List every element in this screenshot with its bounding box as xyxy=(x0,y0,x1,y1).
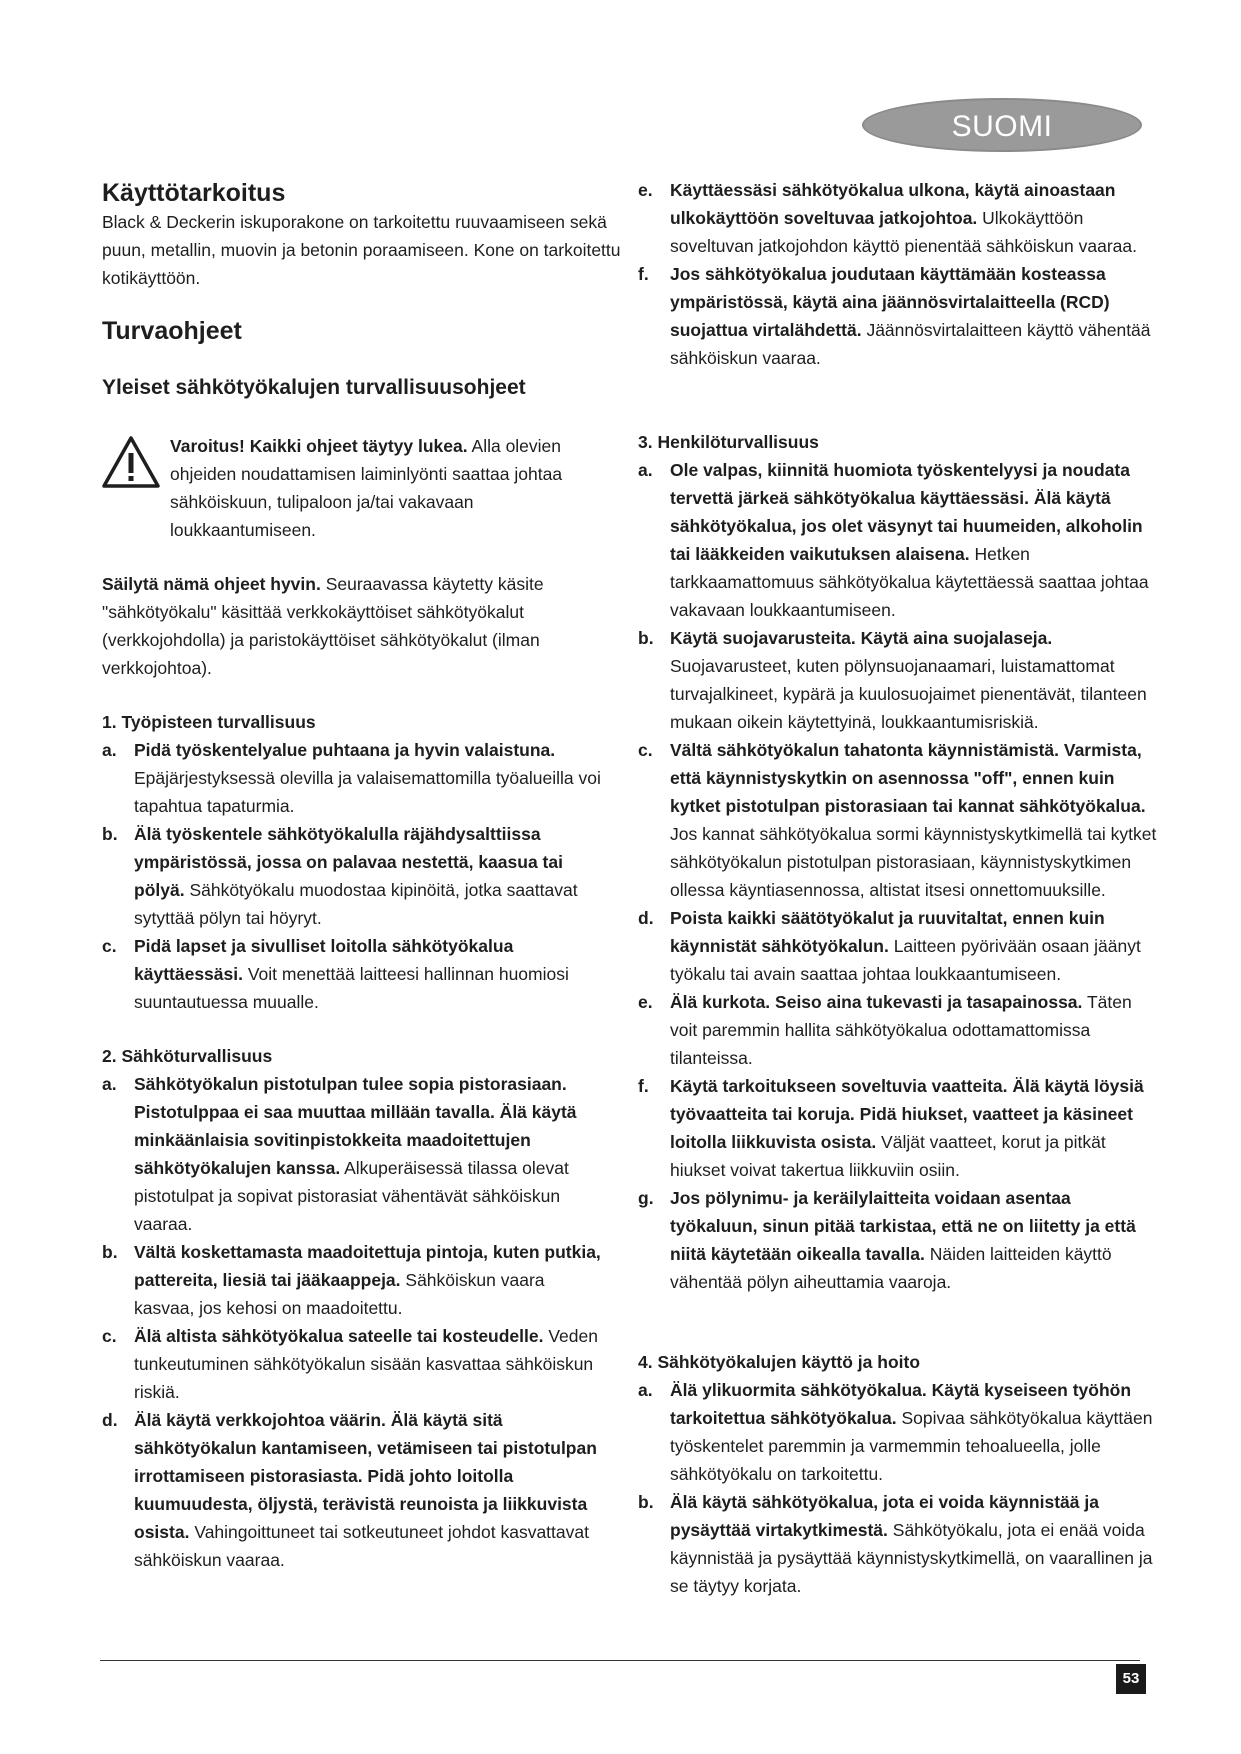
section-2-list xyxy=(102,1070,602,1574)
list-item: a. Sähkötyökalun pistotulpan tulee sopia pistorasiaan. Pistotulppaa ei saa muuttaa millään tavalla. Älä käytä minkäänlaisia sovitinpistokkeita maadoitettujen sähkötyökalujen kanssa. Alkuperäisessä tilassa olevat pistotulpat ja sopivat pistorasiat vähentävät sähköiskun vaaraa. xyxy=(102,1074,577,1234)
list-item: c. Pidä lapset ja sivulliset loitolla sähkötyökalua käyttäessäsi. Voit menettää laitteesi hallinnan huomiosi suuntautuessa muualle. xyxy=(102,936,569,1012)
list-item: e. Käyttäessäsi sähkötyökalua ulkona, käytä ainoastaan ulkokäyttöön soveltuvaa jatkojohtoa. Ulkokäyttöön soveltuvan jatkojohdon käyttö pienentää sähköiskun vaaraa. xyxy=(638,180,1137,256)
footer-rule xyxy=(100,1660,1140,1661)
section-3-title: 3. Henkilöturvallisuus xyxy=(638,432,819,452)
section-1-list xyxy=(102,736,612,1016)
list-item: b. Vältä koskettamasta maadoitettuja pintoja, kuten putkia, pattereita, liesiä tai jääkaappeja. Sähköiskun vaara kasvaa, jos kehosi on maadoitettu. xyxy=(102,1242,601,1318)
list-item: g. Jos pölynimu- ja keräilylaitteita voidaan asentaa työkaluun, sinun pitää tarkistaa, että ne on liitetty ja että niitä käytetään oikealla tavalla. Näiden laitteiden käyttö vähentää pölyn aiheuttamia vaaroja. xyxy=(638,1188,1136,1292)
save-instructions xyxy=(102,570,612,682)
warning-bold: Varoitus! Kaikki ohjeet täytyy lukea. xyxy=(170,436,468,456)
save-body: Seuraavassa käytetty käsite "sähkötyökalu" käsittää verkkokäyttöiset sähkötyökalut (verkkojohdolla) ja paristokäyttöiset sähkötyökalut (ilman verkkojohtoa). xyxy=(102,574,544,678)
list-item: a. Pidä työskentelyalue puhtaana ja hyvin valaistuna. Epäjärjestyksessä olevilla ja valaisemattomilla työalueilla voi tapahtua tapaturmia. xyxy=(102,740,601,816)
list-item: a. Ole valpas, kiinnitä huomiota työskentelyysi ja noudata tervettä järkeä sähkötyökalua käyttäessäsi. Älä käytä sähkötyökalua, jos olet väsynyt tai huumeiden, alkoholin tai lääkkeiden vaikutuksen alaisena. Hetken tarkkaamattomuus sähkötyökalua käytettäessä saattaa johtaa vakavaan loukkaantumiseen. xyxy=(638,460,1149,620)
page-number: 53 xyxy=(1116,1664,1146,1694)
list-item: e. Älä kurkota. Seiso aina tukevasti ja tasapainossa. Täten voit paremmin hallita sähkötyökalua odottamattomissa tilanteissa. xyxy=(638,992,1132,1068)
section-3-list xyxy=(638,456,1158,1296)
language-label: SUOMI xyxy=(951,110,1053,143)
general-safety-title: Yleiset sähkötyökalujen turvallisuusohjeet xyxy=(102,376,526,399)
warning-triangle-icon xyxy=(102,436,160,488)
intended-use-text: Black & Deckerin iskuporakone on tarkoitettu ruuvaamiseen sekä puun, metallin, muovin ja betonin poraamiseen. Kone on tarkoitettu kotikäyttöön. xyxy=(102,212,621,288)
language-tab xyxy=(862,98,1142,152)
warning-body: Alla olevien ohjeiden noudattamisen laiminlyönti saattaa johtaa sähköiskuun, tulipaloon ja/tai vakavaan loukkaantumiseen. xyxy=(170,436,563,540)
safety-title: Turvaohjeet xyxy=(102,317,242,345)
section-2-title: 2. Sähköturvallisuus xyxy=(102,1046,273,1066)
list-item: f. Käytä tarkoitukseen soveltuvia vaatteita. Älä käytä löysiä työvaatteita tai koruja. Pidä hiukset, vaatteet ja käsineet loitolla liikkuvista osista. Väljät vaatteet, korut ja pitkät hiukset voivat takertua liikkuviin osiin. xyxy=(638,1076,1144,1180)
list-item: d. Älä käytä verkkojohtoa väärin. Älä käytä sitä sähkötyökalun kantamiseen, vetämiseen tai pistotulpan irrottamiseen pistorasiasta. Pidä johto loitolla kuumuudesta, öljystä, terävistä reunoista ja liikkuvista osista. Vahingoittuneet tai sotkeutuneet johdot kasvattavat sähköiskun vaaraa. xyxy=(102,1410,597,1570)
list-item: d. Poista kaikki säätötyökalut ja ruuvitaltat, ennen kuin käynnistät sähkötyökalun. Laitteen pyörivään osaan jäänyt työkalu tai avain saattaa johtaa loukkaantumiseen. xyxy=(638,908,1141,984)
save-bold: Säilytä nämä ohjeet hyvin. xyxy=(102,574,321,594)
list-item: f. Jos sähkötyökalua joudutaan käyttämään kosteassa ympäristössä, käytä aina jäännösvirtalaitteella (RCD) suojattua virtalähdettä. Jäännösvirtalaitteen käyttö vähentää sähköiskun vaaraa. xyxy=(638,264,1151,368)
warning-block xyxy=(102,432,622,552)
intended-use-title: Käyttötarkoitus xyxy=(102,179,286,207)
list-item: b. Älä työskentele sähkötyökalulla räjähdysalttiissa ympäristössä, jossa on palavaa nestettä, kaasua tai pölyä. Sähkötyökalu muodostaa kipinöitä, jotka saattavat sytyttää pölyn tai höyryt. xyxy=(102,824,578,928)
section-1-title: 1. Työpisteen turvallisuus xyxy=(102,712,316,732)
list-item: c. Älä altista sähkötyökalua sateelle tai kosteudelle. Veden tunkeutuminen sähkötyökalun sisään kasvattaa sähköiskun riskiä. xyxy=(102,1326,598,1402)
list-item: b. Älä käytä sähkötyökalua, jota ei voida käynnistää ja pysäyttää virtakytkimestä. Sähkötyökalu, jota ei enää voida käynnistää ja pysäyttää käynnistyskytkimellä, on vaarallinen ja se täytyy korjata. xyxy=(638,1492,1153,1596)
list-item: a. Älä ylikuormita sähkötyökalua. Käytä kyseiseen työhön tarkoitettua sähkötyökalua. Sopivaa sähkötyökalua käyttäen työskentelet paremmin ja varmemmin tehoalueella, jolle sähkötyökalu on tarkoitettu. xyxy=(638,1380,1153,1484)
list-item: b. Käytä suojavarusteita. Käytä aina suojalaseja. Suojavarusteet, kuten pölynsuojanaamari, luistamattomat turvajalkineet, kypärä ja kuulosuojaimet pienentävät, tilanteen mukaan oikein käytettyinä, loukkaantumisriskiä. xyxy=(638,628,1147,732)
warning-text xyxy=(170,432,610,544)
section-4-list xyxy=(638,1376,1158,1600)
section-2-continued-list xyxy=(638,176,1158,372)
section-4-title: 4. Sähkötyökalujen käyttö ja hoito xyxy=(638,1352,921,1372)
list-item: c. Vältä sähkötyökalun tahatonta käynnistämistä. Varmista, että käynnistyskytkin on asennossa "off", ennen kuin kytket pistotulpan pistorasiaan tai kannat sähkötyökalua. Jos kannat sähkötyökalua sormi käynnistyskytkimellä tai kytket sähkötyökalun pistotulpan pistorasiaan, käynnistyskytkimen ollessa käyntiasennossa, altistat itsesi onnettomuuksille. xyxy=(638,740,1157,900)
